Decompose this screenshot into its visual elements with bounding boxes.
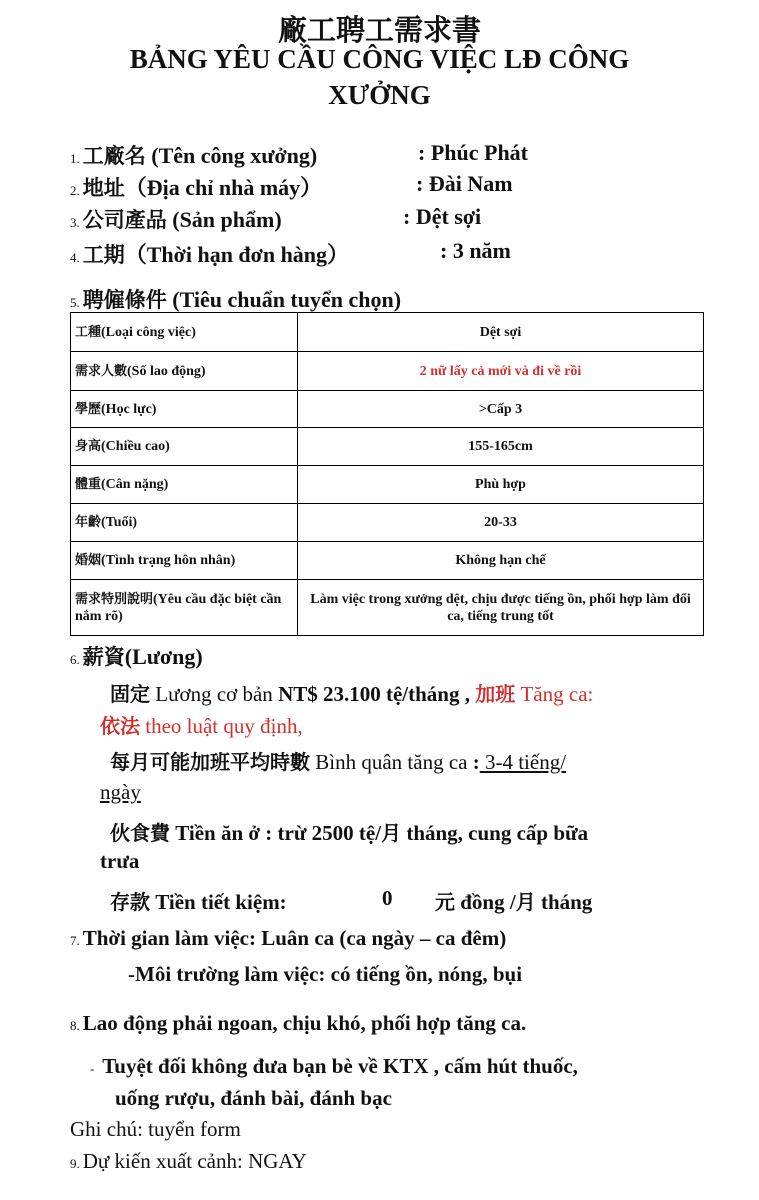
section-conduct: 8. Lao động phải ngoan, chịu khó, phối hợp tăng ca.	[70, 1011, 527, 1035]
table-key: 年齡(Tuổi)	[71, 504, 298, 542]
table-key: 需求人數(Số lao động)	[71, 352, 298, 391]
info-product: 3. 公司產品 (Sản phẩm)	[70, 207, 282, 232]
info-product-value: : Dệt sợi	[403, 204, 482, 229]
info-factory-name: 1. 工廠名 (Tên công xưởng)	[70, 143, 318, 168]
table-key: 體重(Cân nặng)	[71, 466, 298, 504]
conduct-rules-line-1: - Tuyệt đối không đưa bạn bè về KTX , cấm hút thuốc,	[90, 1054, 578, 1078]
table-value: Dệt sợi	[298, 313, 704, 352]
info-contract-term: 4. 工期（Thời hạn đơn hàng）	[70, 242, 350, 267]
title-vi-line1: BẢNG YÊU CẦU CÔNG VIỆC LĐ CÔNG	[129, 44, 630, 74]
salary-meal-line-2: trưa	[100, 849, 140, 873]
table-row	[71, 428, 704, 466]
table-value-highlight: 2 nữ lấy cả mới và đi về rồi	[298, 352, 704, 391]
title-vi-line2: XƯỞNG	[328, 80, 431, 110]
section-departure: 9. Dự kiến xuất cảnh: NGAY	[70, 1149, 307, 1173]
section-recruitment-criteria: 5. 聘僱條件 (Tiêu chuẩn tuyển chọn)	[70, 287, 402, 312]
section-working-time: 7. Thời gian làm việc: Luân ca (ca ngày – ca đêm)	[70, 926, 507, 950]
table-value: 155-165cm	[298, 428, 704, 466]
info-contract-term-value: : 3 năm	[440, 238, 511, 263]
table-value: Phù hợp	[298, 466, 704, 504]
salary-savings-value: 0	[382, 886, 393, 910]
table-value: >Cấp 3	[298, 391, 704, 428]
note: Ghi chú: tuyển form	[70, 1117, 241, 1141]
table-key: 學歷(Học lực)	[71, 391, 298, 428]
table-key: 身高(Chiều cao)	[71, 428, 298, 466]
info-address: 2. 地址（Địa chỉ nhà máy）	[70, 175, 323, 200]
salary-savings-line: 存款 Tiền tiết kiệm:	[110, 890, 287, 914]
table-value: 20-33	[298, 504, 704, 542]
table-key: 婚姻(Tình trạng hôn nhân)	[71, 542, 298, 580]
table-value: Làm việc trong xưởng dệt, chịu được tiếng ồn, phối hợp làm đổi ca, tiếng trung tốt	[298, 580, 704, 636]
salary-fixed-line: 固定 Lương cơ bản NT$ 23.100 tệ/tháng , 加班 Tăng ca:	[110, 682, 594, 706]
table-key: 工種(Loại công việc)	[71, 313, 298, 352]
conduct-rules-line-2: uống rượu, đánh bài, đánh bạc	[115, 1086, 392, 1110]
working-environment: -Môi trường làm việc: có tiếng ồn, nóng, bụi	[128, 962, 523, 986]
section-salary: 6. 薪資(Lương)	[70, 644, 203, 669]
info-factory-name-value: : Phúc Phát	[418, 140, 528, 165]
requirements-table	[70, 312, 704, 636]
table-row	[71, 580, 704, 636]
title-cjk: 廠工聘工需求書	[277, 13, 481, 47]
salary-savings-unit: 元 đồng /月 tháng	[435, 890, 593, 914]
info-address-value: : Đài Nam	[416, 171, 513, 196]
table-key: 需求特別說明(Yêu cầu đặc biệt cần nắm rõ)	[71, 580, 298, 636]
table-row	[71, 352, 704, 391]
salary-overtime-line-2: ngày	[100, 780, 141, 804]
table-row	[71, 391, 704, 428]
table-row	[71, 466, 704, 504]
table-value: Không hạn chế	[298, 542, 704, 580]
table-row	[71, 542, 704, 580]
salary-law-line: 依法 theo luật quy định,	[100, 714, 303, 738]
salary-overtime-line: 每月可能加班平均時數 Bình quân tăng ca : 3-4 tiếng/	[110, 750, 567, 774]
table-row	[71, 313, 704, 352]
table-row	[71, 504, 704, 542]
salary-meal-line: 伙食費 Tiền ăn ở : trừ 2500 tệ/月 tháng, cung cấp bữa	[110, 821, 589, 845]
